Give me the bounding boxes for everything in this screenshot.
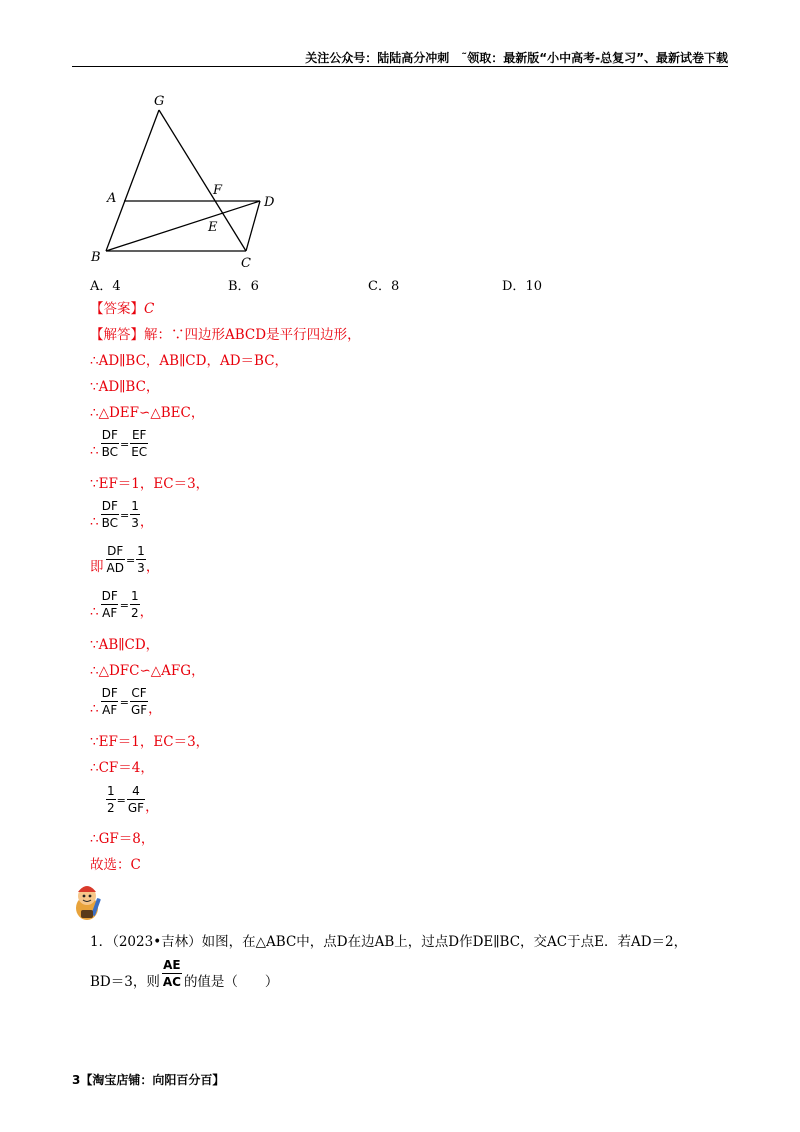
pencil-mascot-icon xyxy=(70,882,104,926)
fraction-equation: ∴ $\frac{DF}{AF}$ = $\frac{1}{2}$ ， xyxy=(90,589,154,620)
fraction-equation: ∴ $\frac{DF}{AF}$ = $\frac{CF}{GF}$ ， xyxy=(90,686,162,717)
fraction: $\frac{DF}{BC}$ xyxy=(101,499,118,530)
solution-line: ∵AD∥BC， xyxy=(90,379,160,395)
label-c: C xyxy=(241,256,251,271)
fraction-equation: $\frac{1}{2}$ = $\frac{4}{GF}$ ， xyxy=(107,784,159,815)
solution-line: ∴CF＝4， xyxy=(90,760,154,776)
label-e: E xyxy=(208,220,218,235)
page-header: 关注公众号：陆陆高分冲刺 ˜领取：最新版“小中高考-总复习”、最新试卷下载 xyxy=(305,51,728,65)
question-line-1: 1．（2023•吉林）如图，在△ABC中，点D在边AB上，过点D作DE∥BC，交AC于点E．若AD＝2， xyxy=(90,934,688,950)
choice-a: A．4 xyxy=(90,279,121,294)
solution-line: ∴△DEF∽△BEC， xyxy=(90,405,205,421)
label-g: G xyxy=(154,94,165,109)
segment-bd xyxy=(106,201,260,251)
solution-line: ∵AB∥CD， xyxy=(90,637,160,653)
label-b: B xyxy=(91,250,101,265)
parallelogram-diagram xyxy=(84,88,294,273)
label-d: D xyxy=(264,195,275,210)
fraction: $\frac{EF}{EC}$ xyxy=(131,428,148,459)
solution-line: ∴AD∥BC，AB∥CD，AD＝BC， xyxy=(90,353,289,369)
analysis-tag: 【解答】 xyxy=(90,327,144,343)
fraction: $\frac{DF}{AF}$ xyxy=(101,589,118,620)
choice-b: B．6 xyxy=(228,279,259,294)
fraction: $\frac{DF}{AD}$ xyxy=(106,544,124,575)
analysis-line: 【解答】解：∵四边形ABCD是平行四边形， xyxy=(90,327,361,343)
solution-line: ∴△DFC∽△AFG， xyxy=(90,663,205,679)
answer-tag: 【答案】 xyxy=(90,301,144,317)
fraction: $\frac{DF}{AF}$ xyxy=(101,686,118,717)
answer-line xyxy=(90,299,154,319)
page-footer: 3【淘宝店铺：向阳百分百】 xyxy=(72,1073,225,1087)
fraction-equation: ∴ $\frac{DF}{BC}$ = $\frac{1}{3}$ ， xyxy=(90,499,154,530)
segment-dc xyxy=(246,201,260,251)
fraction-equation: 即 $\frac{DF}{AD}$ = $\frac{1}{3}$ ， xyxy=(90,544,160,575)
fraction: $\frac{CF}{GF}$ xyxy=(130,686,148,717)
fraction: $\frac{4}{GF}$ xyxy=(127,784,145,815)
answer-value: C xyxy=(144,301,155,317)
label-a: A xyxy=(107,191,117,206)
fraction: $\frac{1}{2}$ xyxy=(107,784,115,815)
geometry-figure xyxy=(84,88,294,277)
solution-line: ∴GF＝8， xyxy=(90,831,155,847)
fraction: $\frac{1}{3}$ xyxy=(131,499,139,530)
header-divider xyxy=(72,66,728,67)
solution-line: ∵EF＝1，EC＝3， xyxy=(90,734,210,750)
fraction-equation: ∴ $\frac{DF}{BC}$ = $\frac{EF}{EC}$ xyxy=(90,428,148,459)
question-line-2: BD＝3，则 $\frac{AE}{AC}$ 的值是（ ） xyxy=(90,958,279,990)
fraction: $\frac{1}{3}$ xyxy=(137,544,145,575)
fraction: $\frac{1}{2}$ xyxy=(130,589,139,620)
label-f: F xyxy=(213,183,223,198)
fraction: $\frac{AE}{AC}$ xyxy=(162,958,181,989)
choice-c: C．8 xyxy=(368,279,400,294)
segment-gb xyxy=(106,110,159,251)
fraction: $\frac{DF}{BC}$ xyxy=(101,428,118,459)
solution-line: 故选：C xyxy=(90,857,141,873)
solution-line: ∵EF＝1，EC＝3， xyxy=(90,476,210,492)
choice-d: D．10 xyxy=(502,279,542,294)
